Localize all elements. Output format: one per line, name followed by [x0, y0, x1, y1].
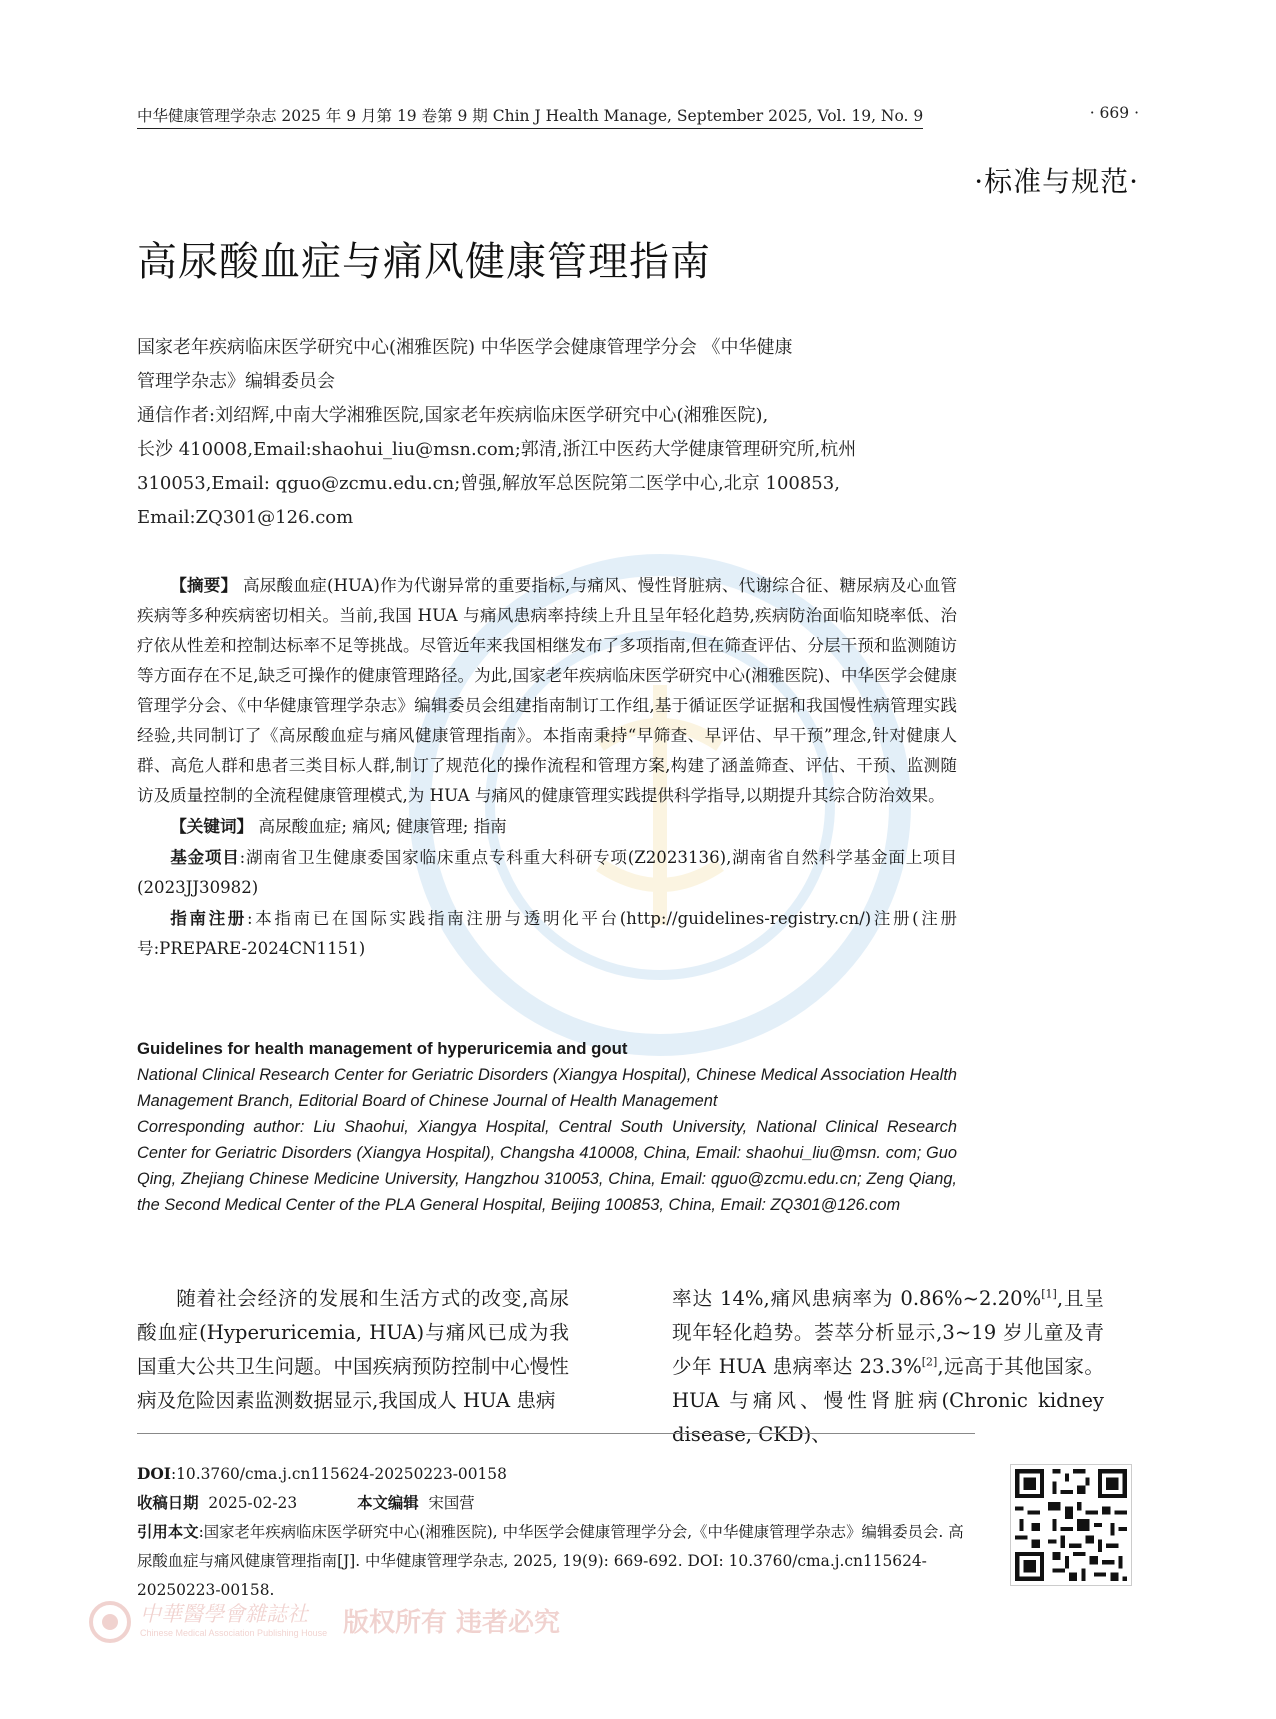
- body-paragraph: 随着社会经济的发展和生活方式的改变,高尿酸血症(Hyperuricemia, HUA)与痛风已成为我国重大公共卫生问题。中国疾病预防控制中心慢性病及危险因素监测数据显示,我国成人 HUA 患病: [137, 1287, 569, 1412]
- publisher-emblem-icon: [88, 1600, 132, 1644]
- article-title: 高尿酸血症与痛风健康管理指南: [137, 239, 711, 285]
- corresponding-line: 310053,Email: qguo@zcmu.edu.cn;曾强,解放军总医院第二医学中心,北京 100853,: [137, 473, 840, 494]
- citation-ref[interactable]: [1]: [1041, 1287, 1057, 1301]
- fund-label: 基金项目: [170, 847, 240, 867]
- fund-paragraph: [137, 842, 957, 903]
- publisher-name-en: Chinese Medical Association Publishing House: [140, 1628, 328, 1638]
- doi-line: [137, 1460, 967, 1489]
- body-text: ,远高于其他国家。HUA 与痛风、慢性肾脏病(Chronic kidney disease, CKD)、: [672, 1355, 1104, 1446]
- abstract-text: 高尿酸血症(HUA)作为代谢异常的重要指标,与痛风、慢性肾脏病、代谢综合征、糖尿病及心血管疾病等多种疾病密切相关。当前,我国 HUA 与痛风患病率持续上升且呈年轻化趋势,疾病防治面临知晓率低、治疗依从性差和控制达标率不足等挑战。尽管近年来我国相继发布了多项指南,但在筛查评估、分层干预和监测随访等方面存在不足,缺乏可操作的健康管理路径。为此,国家老年疾病临床医学研究中心(湘雅医院)、中华医学会健康管理学分会、《中华健康管理学杂志》编辑委员会组建指南制订工作组,基于循证医学证据和我国慢性病管理实践经验,共同制订了《高尿酸血症与痛风健康管理指南》。本指南秉持“早筛查、早评估、早干预”理念,针对健康人群、高危人群和患者三类目标人群,制订了规范化的操作流程和管理方案,构建了涵盖筛查、评估、干预、监测随访及质量控制的全流程健康管理模式,为 HUA 与痛风的健康管理实践提供科学指导,以期提升其综合防治效果。: [137, 576, 957, 805]
- body-column-left: [137, 1282, 569, 1418]
- doi-value[interactable]: :10.3760/cma.j.cn115624-20250223-00158: [170, 1465, 507, 1483]
- english-title: Guidelines for health management of hyperuricemia and gout: [137, 1039, 628, 1058]
- received-label: 收稿日期: [137, 1494, 199, 1512]
- editor-label: 本文编辑: [357, 1494, 419, 1512]
- keywords-paragraph: [137, 811, 957, 842]
- citation-text: :国家老年疾病临床医学研究中心(湘雅医院), 中华医学会健康管理学分会,《中华健康管理学杂志》编辑委员会. 高尿酸血症与痛风健康管理指南[J]. 中华健康管理学杂志, 2025, 19(9): 669-692. DOI: 10.3760/cma.j.cn115624-20250223-00158.: [137, 1523, 964, 1599]
- citation-line: [137, 1518, 967, 1605]
- author-line: 国家老年疾病临床医学研究中心(湘雅医院) 中华医学会健康管理学分会 《中华健康: [137, 337, 793, 358]
- body-paragraph: [672, 1282, 1104, 1452]
- publisher-logo: [88, 1596, 568, 1652]
- footer-divider: [137, 1433, 975, 1434]
- corresponding-line: Email:ZQ301@126.com: [137, 507, 354, 528]
- editor-value: 宋国营: [428, 1494, 475, 1512]
- registration-paragraph: [137, 903, 957, 964]
- column-tag: ·标准与规范·: [974, 165, 1139, 198]
- fund-text: :湖南省卫生健康委国家临床重点专科重大科研专项(Z2023136),湖南省自然科学基金面上项目(2023JJ30982): [137, 848, 957, 897]
- running-header: 中华健康管理学杂志 2025 年 9 月第 19 卷第 9 期 Chin J Health Manage, September 2025, Vol. 19, No. 9: [137, 104, 923, 129]
- registration-text: :本指南已在国际实践指南注册与透明化平台(http://guidelines-registry.cn/)注册(注册号:PREPARE-2024CN1151): [137, 909, 958, 958]
- abstract-block: [137, 570, 957, 964]
- author-block: [137, 331, 957, 535]
- publisher-slogan: 版权所有 违者必究: [343, 1608, 561, 1638]
- received-value: 2025-02-23: [208, 1494, 298, 1512]
- keywords-label: 【关键词】: [170, 816, 254, 836]
- english-corresponding: Corresponding author: Liu Shaohui, Xiangya Hospital, Central South University, National Clinical Research Center for Geriatric Disorders (Xiangya Hospital), Changsha 410008, China, Email: shaohui_liu@msn. com; Guo Qing, Zhejiang Chinese Medicine University, Hangzhou 310053, China, Email: qguo@zcmu.edu.cn; Zeng Qiang, the Second Medical Center of the PLA General Hospital, Beijing 100853, China, Email: ZQ301@126.com: [137, 1118, 957, 1214]
- english-abstract-block: [137, 1036, 957, 1218]
- citation-ref[interactable]: [2]: [921, 1355, 938, 1369]
- page-number: · 669 ·: [1089, 104, 1139, 122]
- footer-block: [137, 1460, 967, 1605]
- body-text: 率达 14%,痛风患病率为 0.86%~2.20%: [672, 1287, 1042, 1310]
- abstract-paragraph: [137, 570, 957, 811]
- author-line: 管理学杂志》编辑委员会: [137, 371, 335, 392]
- citation-label: 引用本文: [137, 1523, 199, 1541]
- publisher-name-cn: 中華醫學會雜誌社: [140, 1602, 308, 1626]
- received-line: [137, 1489, 967, 1518]
- doi-label: DOI: [137, 1465, 171, 1483]
- body-column-right: [672, 1282, 1104, 1452]
- abstract-label: 【摘要】: [170, 575, 238, 595]
- registration-label: 指南注册: [170, 908, 247, 928]
- keywords-text: 高尿酸血症; 痛风; 健康管理; 指南: [258, 817, 507, 836]
- corresponding-line: 长沙 410008,Email:shaohui_liu@msn.com;郭清,浙江中医药大学健康管理研究所,杭州: [137, 439, 857, 460]
- qr-code[interactable]: [1010, 1464, 1132, 1586]
- english-authors: National Clinical Research Center for Geriatric Disorders (Xiangya Hospital), Chinese Medical Association Health Management Branch, Editorial Board of Chinese Journal of Health Management: [137, 1066, 957, 1110]
- corresponding-line: 通信作者:刘绍辉,中南大学湘雅医院,国家老年疾病临床医学研究中心(湘雅医院),: [137, 405, 769, 426]
- body-text: ,且呈现年轻化趋势。荟萃分析显示,3~19 岁儿童及青少年 HUA 患病率达 23.3%: [672, 1287, 1104, 1378]
